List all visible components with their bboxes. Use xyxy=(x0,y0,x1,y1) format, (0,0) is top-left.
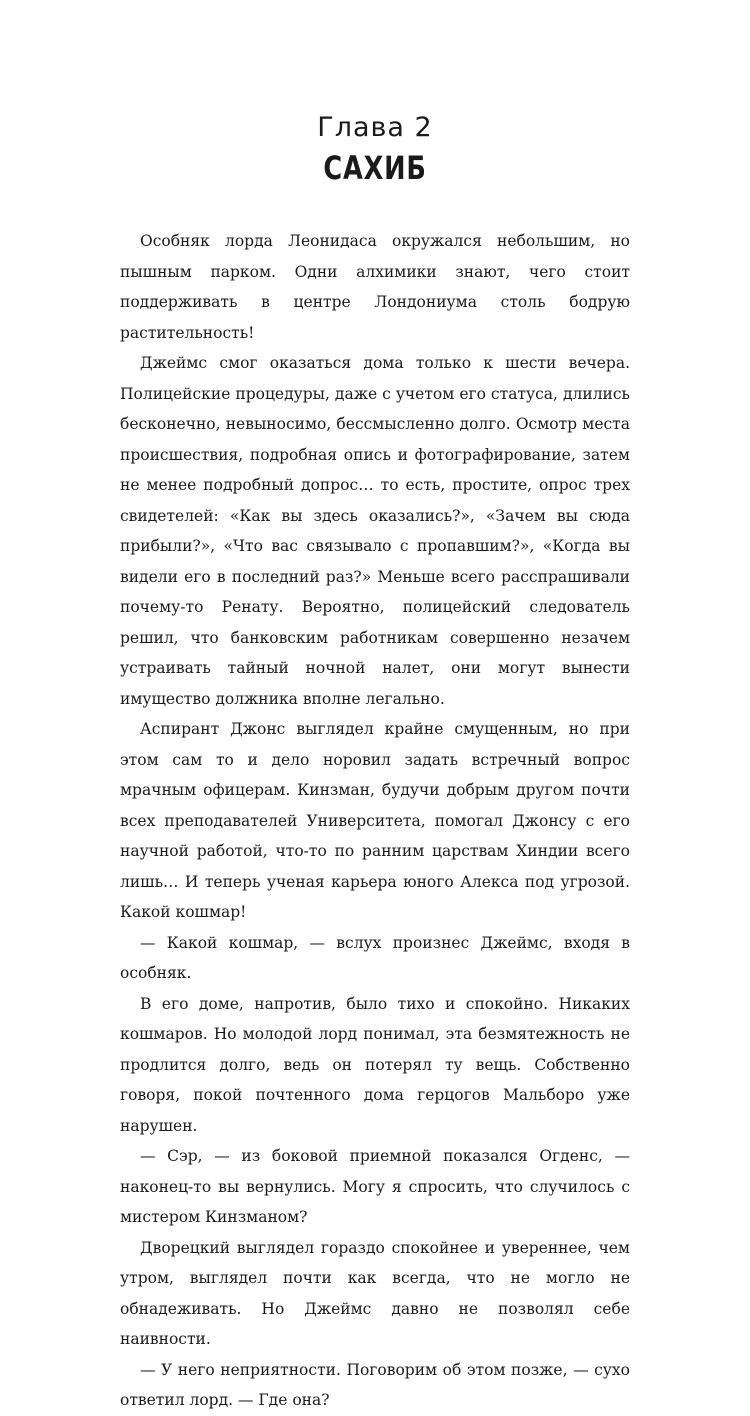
dialogue-line: — Какой кошмар, — вслух произнес Джеймс, входя в особняк. xyxy=(120,933,630,982)
dialogue-line: — У него неприятности. Поговорим об этом позже, — сухо ответил лорд. — Где она? xyxy=(120,1360,630,1409)
paragraph: Дворецкий выглядел гораздо спокойнее и увереннее, чем утром, выглядел почти как всегда, что не могло не обнадеживать. Но Джеймс давно не позволял себе наивности. xyxy=(120,1238,630,1348)
paragraph: Особняк лорда Леонидаса окружался небольшим, но пышным парком. Одни алхимики знают, чего стоит поддерживать в центре Лондониума столь бодрую растительность! xyxy=(120,232,630,342)
paragraph: Аспирант Джонс выглядел крайне смущенным, но при этом сам то и дело норовил задать встречный вопрос мрачным офицерам. Кинзман, будучи добрым другом почти всех преподавателей Университета, помогал Джонсу с его научной работой, что-то по ранним царствам Хиндии всего лишь… И теперь ученая карьера юного Алекса под угрозой. Какой кошмар! xyxy=(120,720,630,921)
paragraph: В его доме, напротив, было тихо и спокойно. Никаких кошмаров. Но молодой лорд понимал, эта безмятежность не продлится долго, ведь он потерял ту вещь. Собственно говоря, покой почтенного дома герцогов Мальборо уже нарушен. xyxy=(120,994,630,1135)
dialogue-line: — Сэр, — из боковой приемной показался Огденс, — наконец-то вы вернулись. Могу я спросить, что случилось с мистером Кинзманом? xyxy=(120,1147,630,1226)
chapter-title: САХИБ xyxy=(323,149,427,187)
chapter-number: Глава 2 xyxy=(317,112,433,143)
chapter-body xyxy=(120,226,630,1416)
paragraph: Джеймс смог оказаться дома только к шести вечера. Полицейские процедуры, даже с учетом его статуса, длились бесконечно, невыносимо, бессмысленно долго. Осмотр места происшествия, подробная опись и фотографирование, затем не менее подробный допрос… то есть, простите, опрос трех свидетелей: «Как вы здесь оказались?», «Зачем вы сюда прибыли?», «Что вас связывало с пропавшим?», «Когда вы видели его в последний раз?» Меньше всего расспрашивали почему-то Ренату. Вероятно, полицейский следователь решил, что банковским работникам совершенно незачем устраивать тайный ночной налет, они могут вынести имущество должника вполне легально. xyxy=(120,354,630,708)
